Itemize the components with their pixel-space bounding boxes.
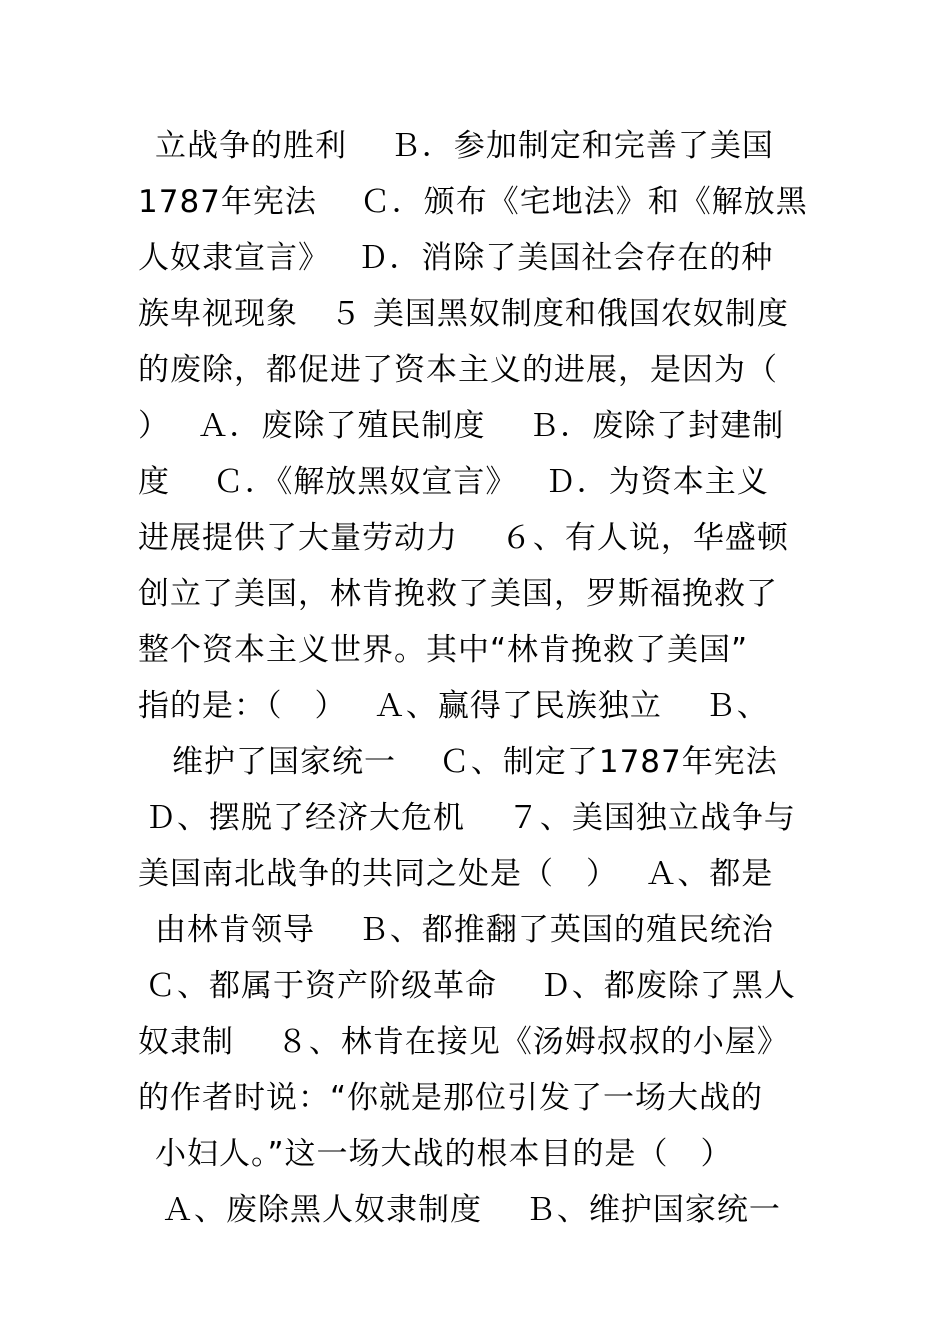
text-line: 人奴隶宣言》 Ｄ．消除了美国社会存在的种 [138, 240, 774, 276]
text-line: 指的是：（ ） Ａ、赢得了民族独立 Ｂ、 [138, 688, 769, 724]
text-line: 立战争的胜利 Ｂ．参加制定和完善了美国 [155, 128, 774, 164]
text-line: 维护了国家统一 Ｃ、制定了1787年宪法 [172, 744, 778, 780]
text-line: Ｃ、都属于资产阶级革命 Ｄ、都废除了黑人 [145, 968, 796, 1004]
text-line: 奴隶制 ８、林肯在接见《汤姆叔叔的小屋》 [138, 1024, 789, 1060]
text-line: 创立了美国，林肯挽救了美国，罗斯福挽救了 [138, 576, 778, 612]
text-line: Ａ、废除黑人奴隶制度 Ｂ、维护国家统一 [162, 1192, 781, 1228]
text-line: 整个资本主义世界。其中“林肯挽救了美国” [138, 632, 749, 668]
text-line: ） Ａ．废除了殖民制度 Ｂ．废除了封建制 [138, 408, 785, 444]
text-line: 的作者时说：“你就是那位引发了一场大战的 [138, 1080, 764, 1116]
text-line: 度 Ｃ．《解放黑奴宣言》 Ｄ．为资本主义 [138, 464, 769, 500]
text-line: 1787年宪法 Ｃ．颁布《宅地法》和《解放黑 [138, 184, 808, 220]
text-line: 的废除，都促进了资本主义的进展，是因为（ [138, 352, 778, 388]
text-line: 小妇人。”这一场大战的根本目的是（ ） [155, 1136, 733, 1172]
text-line: 族卑视现象 ５ 美国黑奴制度和俄国农奴制度 [138, 296, 789, 332]
text-line: 美国南北战争的共同之处是（ ） Ａ、都是 [138, 856, 774, 892]
text-line: Ｄ、摆脱了经济大危机 ７、美国独立战争与 [145, 800, 796, 836]
text-line: 由林肯领导 Ｂ、都推翻了英国的殖民统治 [155, 912, 774, 948]
text-line: 进展提供了大量劳动力 ６、有人说，华盛顿 [138, 520, 789, 556]
